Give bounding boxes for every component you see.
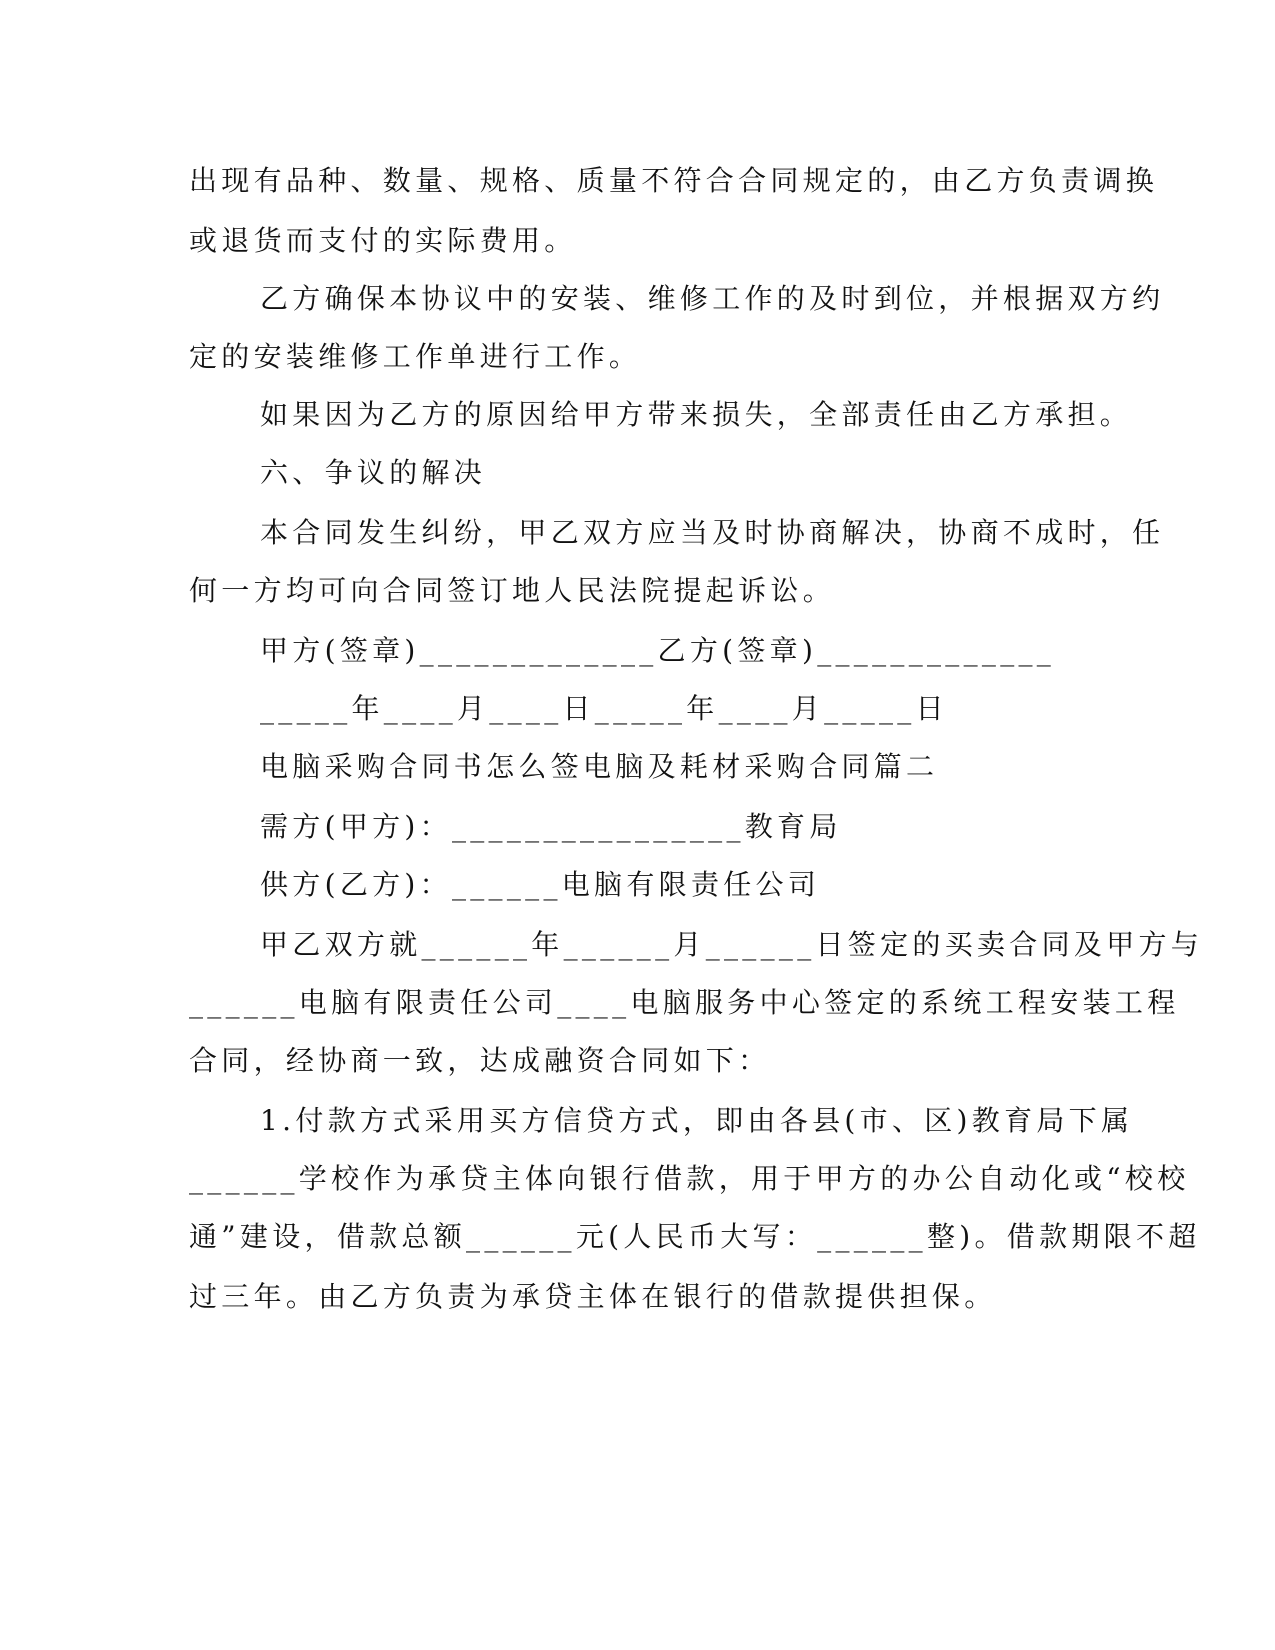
body-text-line: 本合同发生纠纷，甲乙双方应当及时协商解决，协商不成时，任: [260, 516, 1165, 549]
body-text-line: 出现有品种、数量、规格、质量不符合合同规定的，由乙方负责调换: [189, 164, 1159, 197]
body-text-line: 乙方确保本协议中的安装、维修工作的及时到位，并根据双方约: [260, 282, 1165, 315]
body-text-line: 定的安装维修工作单进行工作。: [189, 340, 642, 373]
clause-line: 通”建设，借款总额______元(人民币大写：______整)。借款期限不超: [189, 1220, 1201, 1253]
clause-line: ______学校作为承贷主体向银行借款，用于甲方的办公自动化或“校校: [189, 1162, 1190, 1195]
clause-line: 过三年。由乙方负责为承贷主体在银行的借款提供担保。: [189, 1280, 997, 1313]
body-text-line: 如果因为乙方的原因给甲方带来损失，全部责任由乙方承担。: [260, 398, 1133, 431]
body-text-line: ______电脑有限责任公司____电脑服务中心签定的系统工程安装工程: [189, 986, 1180, 1019]
buyer-line: 需方(甲方)：________________教育局: [260, 810, 842, 843]
body-text-line: 合同，经协商一致，达成融资合同如下：: [189, 1044, 771, 1077]
clause-line: 1.付款方式采用买方信贷方式，即由各县(市、区)教育局下属: [260, 1104, 1134, 1137]
signature-line: 甲方(签章)_____________乙方(签章)_____________: [260, 634, 1056, 667]
date-line: _____年____月____日_____年____月_____日: [260, 692, 948, 725]
body-text-line: 甲乙双方就______年______月______日签定的买卖合同及甲方与: [260, 928, 1204, 961]
section-heading: 六、争议的解决: [260, 456, 487, 489]
body-text-line: 何一方均可向合同签订地人民法院提起诉讼。: [189, 574, 836, 607]
supplier-line: 供方(乙方)：______电脑有限责任公司: [260, 868, 821, 901]
body-text-line: 或退货而支付的实际费用。: [189, 224, 577, 257]
document-title: 电脑采购合同书怎么签电脑及耗材采购合同篇二: [260, 750, 939, 783]
